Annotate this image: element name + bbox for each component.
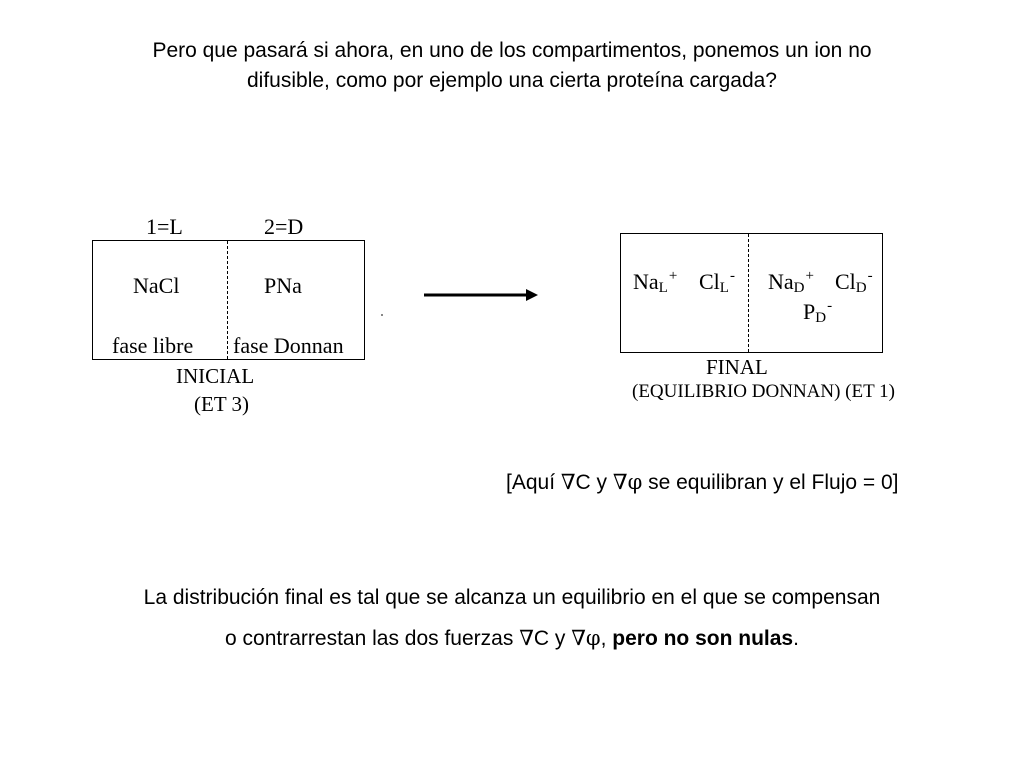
ion-na-l-sub: L bbox=[658, 280, 668, 296]
conclusion-line-1: La distribución final es tal que se alcanza un equilibrio en el que se compensan bbox=[143, 586, 881, 609]
initial-left-phase: fase libre bbox=[112, 333, 194, 358]
initial-caption: INICIAL bbox=[176, 364, 255, 388]
note-rest: se equilibran y el Flujo = 0] bbox=[642, 471, 899, 494]
final-caption: FINAL bbox=[706, 355, 768, 379]
ion-na-l-sup: + bbox=[668, 268, 678, 284]
ion-cl-d-base: Cl bbox=[835, 269, 856, 294]
question-line-2: difusible, como por ejemplo una cierta proteína cargada? bbox=[247, 69, 777, 92]
conclusion-end: . bbox=[793, 627, 799, 650]
initial-compartments-box bbox=[92, 240, 365, 360]
conclusion-phi: φ bbox=[585, 626, 601, 650]
ion-cl-l-sup: - bbox=[729, 268, 735, 284]
ion-cl-d bbox=[835, 268, 873, 297]
ion-na-d bbox=[768, 268, 814, 297]
arrow-right-icon bbox=[424, 286, 540, 306]
nabla-icon: ∇ bbox=[571, 626, 586, 650]
ion-na-d-sub: D bbox=[793, 280, 805, 296]
ion-cl-l-sub: L bbox=[719, 280, 729, 296]
conclusion-line-2 bbox=[0, 618, 1024, 659]
final-compartments-box bbox=[620, 233, 883, 353]
ion-na-l bbox=[633, 268, 677, 297]
ion-p-d bbox=[803, 298, 832, 327]
conclusion-line-2-a: o contrarrestan las dos fuerzas bbox=[225, 627, 520, 650]
nabla-icon: ∇ bbox=[612, 470, 628, 494]
ion-p-d-sup: - bbox=[827, 298, 833, 314]
initial-subcaption: (ET 3) bbox=[194, 392, 250, 416]
ion-cl-l bbox=[699, 268, 735, 297]
conclusion-line-2-c: , bbox=[600, 627, 613, 650]
question-text bbox=[0, 36, 1024, 96]
final-subcaption: (EQUILIBRIO DONNAN) (ET 1) bbox=[632, 381, 895, 402]
conclusion-text bbox=[0, 578, 1024, 659]
nabla-icon: ∇ bbox=[560, 470, 576, 494]
initial-left-solute: NaCl bbox=[133, 273, 180, 298]
ion-na-d-sup: + bbox=[805, 268, 814, 284]
ion-na-d-base: Na bbox=[768, 269, 794, 294]
initial-header-right: 2=D bbox=[264, 214, 304, 239]
ion-cl-l-base: Cl bbox=[699, 269, 720, 294]
note-c: C y bbox=[575, 471, 613, 494]
note-phi: φ bbox=[627, 470, 643, 494]
nabla-icon: ∇ bbox=[519, 626, 534, 650]
conclusion-emphasis: pero no son nulas bbox=[612, 627, 794, 650]
note-open: [Aquí bbox=[506, 471, 561, 494]
ion-cl-d-sub: D bbox=[855, 280, 867, 296]
initial-right-solute: PNa bbox=[264, 273, 302, 298]
equilibrium-note bbox=[506, 470, 899, 495]
ion-na-l-base: Na bbox=[633, 269, 659, 294]
initial-right-phase: fase Donnan bbox=[233, 333, 344, 358]
question-line-1: Pero que pasará si ahora, en uno de los compartimentos, ponemos un ion no bbox=[152, 39, 872, 62]
ion-p-d-base: P bbox=[803, 299, 816, 324]
ion-p-d-sub: D bbox=[815, 310, 827, 326]
initial-header-left: 1=L bbox=[146, 214, 183, 239]
stray-dot bbox=[381, 314, 383, 316]
ion-cl-d-sup: - bbox=[867, 268, 873, 284]
conclusion-line-2-b: C y bbox=[533, 627, 572, 650]
initial-membrane-divider bbox=[227, 241, 228, 359]
final-membrane-divider bbox=[748, 234, 749, 352]
